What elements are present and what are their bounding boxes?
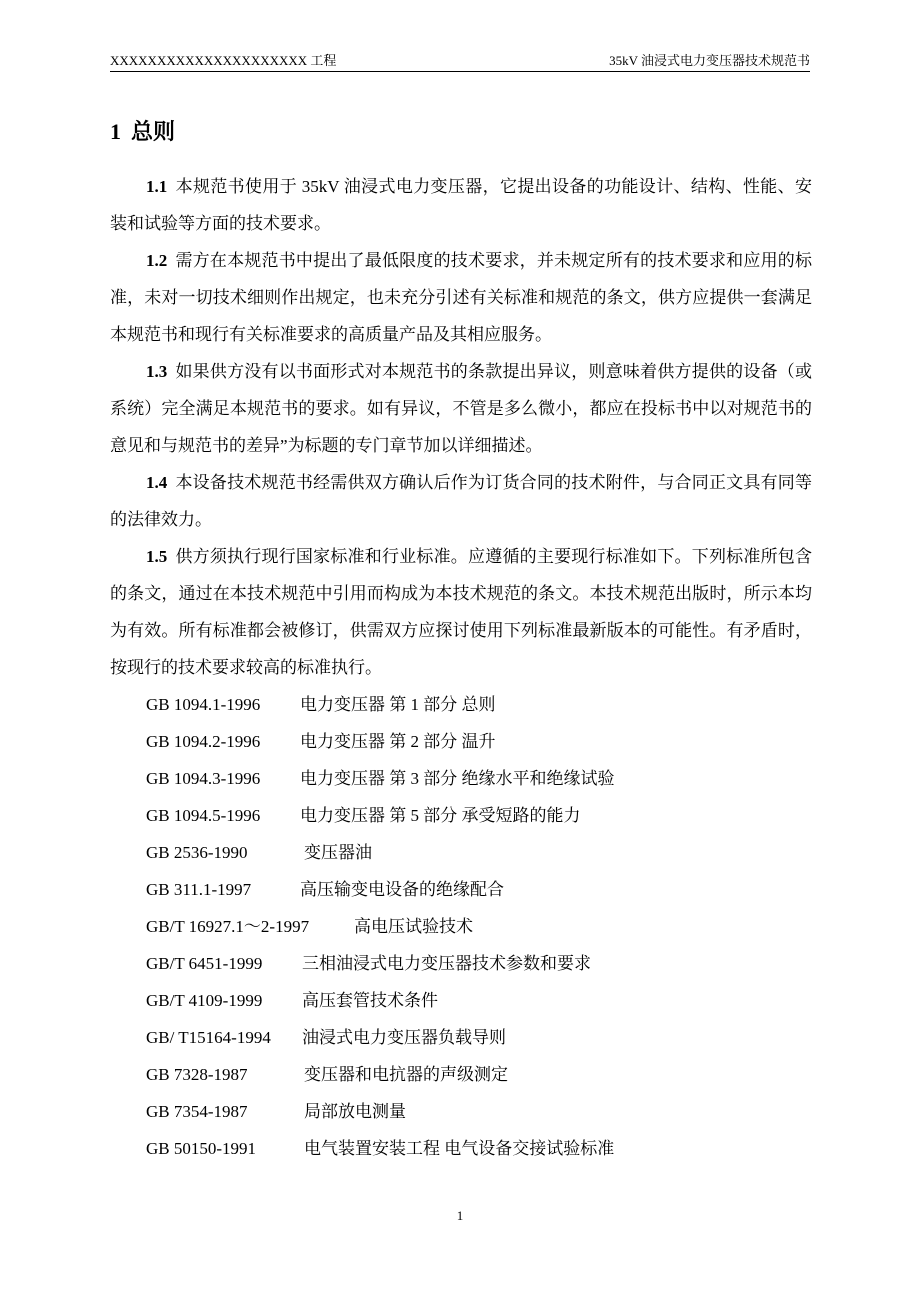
standard-name: 变压器油	[304, 843, 372, 862]
paragraph-text: 本规范书使用于 35kV 油浸式电力变压器，它提出设备的功能设计、结构、性能、安装和试验等方面的技术要求。	[110, 177, 812, 233]
section-number: 1	[110, 119, 121, 144]
standard-name: 高电压试验技术	[354, 917, 473, 936]
standard-code: GB 7328-1987	[146, 1065, 248, 1084]
standard-name: 电力变压器 第 3 部分 绝缘水平和绝缘试验	[300, 769, 615, 788]
standard-item	[110, 871, 812, 908]
standard-name: 电力变压器 第 1 部分 总则	[300, 695, 496, 714]
standard-item	[110, 760, 812, 797]
standard-item	[110, 1130, 812, 1167]
standard-item	[110, 797, 812, 834]
standard-item	[110, 686, 812, 723]
standard-item	[110, 945, 812, 982]
section-title: 总则	[131, 120, 176, 145]
paragraph-number: 1.1	[146, 177, 168, 196]
standard-item	[110, 1019, 812, 1056]
paragraph-text: 本设备技术规范书经需供双方确认后作为订货合同的技术附件，与合同正文具有同等的法律效力。	[110, 473, 812, 529]
standard-item	[110, 1093, 812, 1130]
header-project-name: XXXXXXXXXXXXXXXXXXXXX 工程	[110, 53, 337, 68]
paragraph	[110, 242, 812, 353]
section-heading	[110, 116, 175, 149]
paragraph-number: 1.5	[146, 547, 168, 566]
standard-code: GB 1094.1-1996	[146, 695, 261, 714]
paragraph	[110, 168, 812, 242]
standard-code: GB/ T15164-1994	[146, 1028, 271, 1047]
standard-item	[110, 1056, 812, 1093]
paragraph-number: 1.3	[146, 362, 168, 381]
paragraph-number: 1.2	[146, 251, 168, 270]
standard-name: 变压器和电抗器的声级测定	[304, 1065, 508, 1084]
standard-code: GB 1094.2-1996	[146, 732, 261, 751]
paragraph-number: 1.4	[146, 473, 168, 492]
standard-code: GB 2536-1990	[146, 843, 248, 862]
paragraph	[110, 353, 812, 464]
standard-code: GB 7354-1987	[146, 1102, 248, 1121]
paragraph-text: 供方须执行现行国家标准和行业标准。应遵循的主要现行标准如下。下列标准所包含的条文，通过在本技术规范中引用而构成为本技术规范的条文。本技术规范出版时，所示本均为有效。所有标准都会被修订，供需双方应探讨使用下列标准最新版本的可能性。有矛盾时，按现行的技术要求较高的标准执行。	[110, 547, 812, 677]
standard-item	[110, 834, 812, 871]
standard-name: 局部放电测量	[304, 1102, 406, 1121]
standard-code: GB 1094.3-1996	[146, 769, 261, 788]
paragraph-text: 需方在本规范书中提出了最低限度的技术要求，并未规定所有的技术要求和应用的标准，未对一切技术细则作出规定，也未充分引述有关标准和规范的条文，供方应提供一套满足本规范书和现行有关标准要求的高质量产品及其相应服务。	[110, 251, 812, 344]
standard-code: GB/T 4109-1999	[146, 991, 263, 1010]
document-body	[110, 168, 812, 1167]
standard-name: 三相油浸式电力变压器技术参数和要求	[302, 954, 591, 973]
standard-name: 电气装置安装工程 电气设备交接试验标准	[304, 1139, 615, 1158]
page-number: 1	[456, 1208, 464, 1223]
header-document-title: 35kV 油浸式电力变压器技术规范书	[609, 53, 810, 68]
standard-name: 电力变压器 第 5 部分 承受短路的能力	[300, 806, 581, 825]
standard-item	[110, 908, 812, 945]
standard-code: GB 50150-1991	[146, 1139, 257, 1158]
standard-code: GB/T 6451-1999	[146, 954, 263, 973]
standard-name: 电力变压器 第 2 部分 温升	[300, 732, 496, 751]
standard-name: 高压套管技术条件	[302, 991, 438, 1010]
standards-list	[110, 686, 812, 1167]
standard-name: 油浸式电力变压器负载导则	[302, 1028, 506, 1047]
standard-code: GB 1094.5-1996	[146, 806, 261, 825]
paragraph-text: 如果供方没有以书面形式对本规范书的条款提出异议，则意味着供方提供的设备（或系统）完全满足本规范书的要求。如有异议，不管是多么微小，都应在投标书中以对规范书的意见和与规范书的差异”为标题的专门章节加以详细描述。	[110, 362, 812, 455]
standard-code: GB/T 16927.1～2-1997	[146, 917, 310, 936]
standard-code: GB 311.1-1997	[146, 880, 252, 899]
paragraph	[110, 538, 812, 686]
standard-item	[110, 982, 812, 1019]
paragraph	[110, 464, 812, 538]
standard-item	[110, 723, 812, 760]
page-header	[110, 52, 810, 72]
header-rule	[110, 71, 810, 72]
standard-name: 高压输变电设备的绝缘配合	[300, 880, 504, 899]
